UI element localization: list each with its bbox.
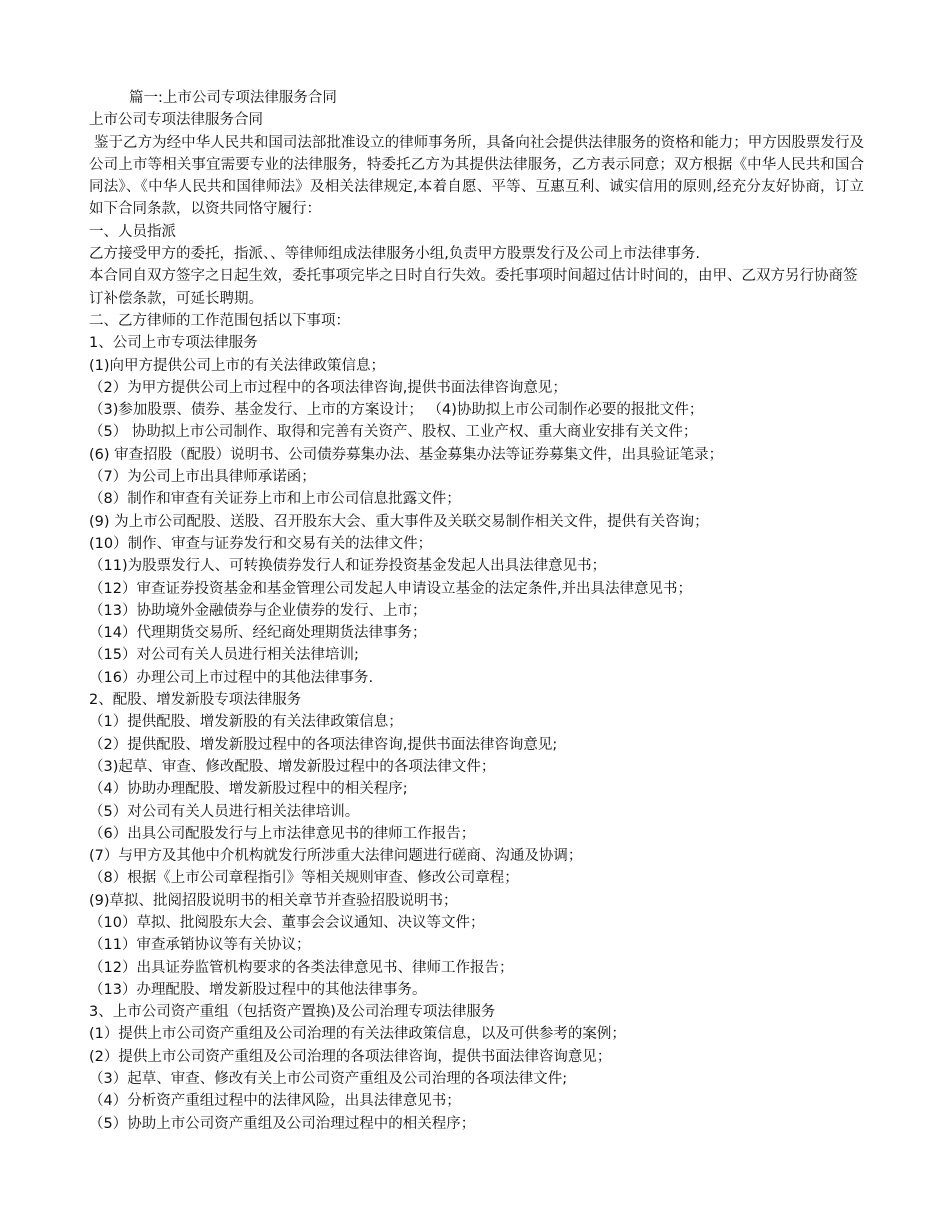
preamble-paragraph: 鉴于乙方为经中华人民共和国司法部批准设立的律师事务所，具备向社会提供法律服务的资格和能力；甲方因股票发行及公司上市等相关事宜需要专业的法律服务，特委托乙方为其提供法律服务，乙方表示同意；双方根据《中华人民共和国合同法》、《中华人民共和国律师法》及相关法律规定,本着自愿、平等、互惠互利、诚实信用的原则,经充分友好协商，订立如下合同条款，以资共同恪守履行： [89,134,864,218]
list-item: (9) 为上市公司配股、送股、召开股东大会、重大事件及关联交易制作相关文件，提供有关咨询； [89,513,709,530]
list-item: （13）协助境外金融债券与企业债券的发行、上市； [89,602,427,619]
list-item: （5） 协助拟上市公司制作、取得和完善有关资产、股权、工业产权、重大商业安排有关文件； [89,424,698,441]
list-item: （4）协助办理配股、增发新股过程中的相关程序; [89,781,408,798]
rights-issue-services-list [89,711,864,1001]
list-item: （11）审查承销协议等有关协议； [89,937,311,954]
list-item: （3）起草、审查、修改有关上市公司资产重组及公司治理的各项法律文件; [89,1071,568,1088]
list-item: （12）出具证券监管机构要求的各类法律意见书、律师工作报告； [89,959,514,976]
list-item: (1）提供上市公司资产重组及公司治理的有关法律政策信息，以及可供参考的案例； [89,1026,626,1043]
list-item: （16）办理公司上市过程中的其他法律事务. [89,669,374,686]
listing-services-list [89,355,864,689]
list-item: (2）提供上市公司资产重组及公司治理的各项法律咨询，提供书面法律咨询意见； [89,1048,612,1065]
restructuring-services-list [89,1023,864,1134]
list-item: （10）草拟、批阅股东大会、董事会会议通知、决议等文件； [89,914,485,931]
list-item: (6) 审查招股（配股）说明书、公司债券募集办法、基金募集办法等证券募集文件，出具验证笔录； [89,446,724,463]
list-item: （2）提供配股、增发新股过程中的各项法律咨询,提供书面法律咨询意见; [89,736,558,753]
list-item: （6）出具公司配股发行与上市法律意见书的律师工作报告； [89,825,476,842]
list-item: （3)参加股票、债券、基金发行、上市的方案设计； （4)协助拟上市公司制作必要的报批文件； [89,402,704,419]
list-item: （12）审查证券投资基金和基金管理公司发起人申请设立基金的法定条件,并出具法律意见书； [89,580,693,597]
list-item: （8）制作和审查有关证券上市和上市公司信息批露文件； [89,491,461,508]
section-heading-personnel: 一、人员指派 [89,223,176,240]
list-item: （3)起草、审查、修改配股、增发新股过程中的各项法律文件； [89,758,496,775]
list-item: (9)草拟、批阅招股说明书的相关章节并查验招股说明书； [89,892,458,909]
list-item: (7）与甲方及其他中介机构就发行所涉重大法律问题进行磋商、沟通及协调； [89,848,583,865]
list-item: （15）对公司有关人员进行相关法律培训; [89,647,359,664]
list-item: （11)为股票发行人、可转换债券发行人和证券投资基金发起人出具法律意见书； [89,558,607,575]
document-body [89,87,864,1135]
paragraph-effective-term: 本合同自双方签字之日起生效，委托事项完毕之日时自行失效。委托事项时间超过估计时间的，由甲、乙双方另行协商签订补偿条款，可延长聘期。 [89,268,858,307]
list-item: （8）根据《上市公司章程指引》等相关规则审查、修改公司章程； [89,870,519,887]
list-item: （13）办理配股、增发新股过程中的其他法律事务。 [89,981,427,998]
list-item: (1)向甲方提供公司上市的有关法律政策信息； [89,357,386,374]
list-item: （5）对公司有关人员进行相关法律培训。 [89,803,360,820]
list-item: （4）分析资产重组过程中的法律风险，出具法律意见书； [89,1093,461,1110]
section-heading-scope: 二、乙方律师的工作范围包括以下事项： [89,312,350,329]
document-heading: 篇一:上市公司专项法律服务合同 [129,90,337,106]
list-item: （2）为甲方提供公司上市过程中的各项法律咨询,提供书面法律咨询意见； [89,379,567,396]
list-item: （7）为公司上市出具律师承诺函； [89,469,316,486]
paragraph-assignment: 乙方接受甲方的委托，指派、、等律师组成法律服务小组,负责甲方股票发行及公司上市法律事务. [89,246,700,263]
part-heading-restructuring-services: 3、上市公司资产重组（包括资产置换)及公司治理专项法律服务 [89,1004,496,1021]
list-item: （5）协助上市公司资产重组及公司治理过程中的相关程序； [89,1115,476,1132]
list-item: （1）提供配股、增发新股的有关法律政策信息； [89,714,403,731]
part-heading-rights-issue-services: 2、配股、增发新股专项法律服务 [89,692,302,709]
list-item: （14）代理期货交易所、经纪商处理期货法律事务； [89,625,427,642]
list-item: (10）制作、审查与证券发行和交易有关的法律文件； [89,535,433,552]
part-heading-listing-services: 1、公司上市专项法律服务 [89,335,258,352]
contract-title: 上市公司专项法律服务合同 [89,112,263,129]
